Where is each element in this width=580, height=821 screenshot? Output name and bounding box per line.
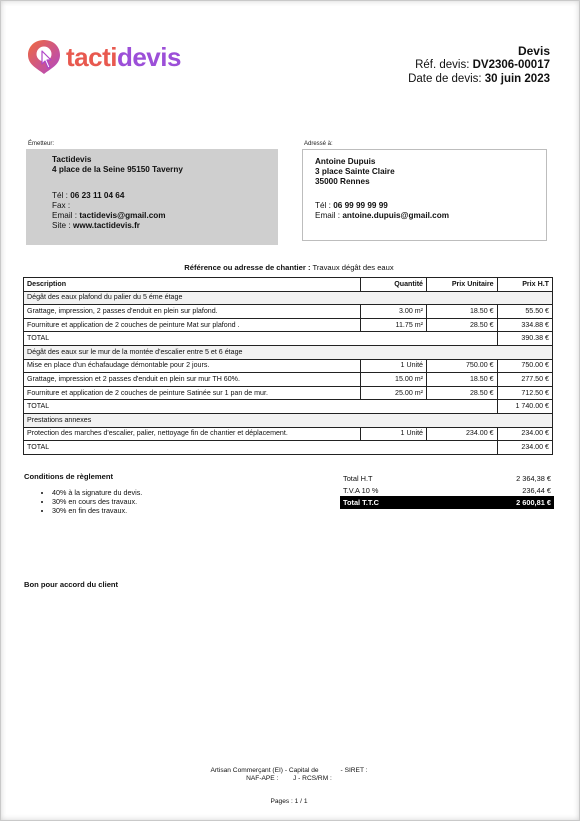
issuer-fax: Fax :: [52, 201, 71, 210]
quote-page: [6, 6, 572, 814]
section-title: Dégât des eaux plafond du palier du 5 éme étage: [24, 291, 553, 305]
section-total-row: [24, 441, 553, 455]
site-reference-label: Référence ou adresse de chantier :: [184, 263, 311, 272]
issuer-address: 4 place de la Seine 95150 Taverny: [52, 165, 183, 174]
col-header-price-ht: Prix H.T: [497, 278, 552, 292]
issuer-site-value[interactable]: www.tactidevis.fr: [72, 221, 140, 230]
logo-text-part1: tacti: [66, 42, 117, 72]
table-row: [24, 373, 553, 387]
section-total-value: 390.38 €: [497, 332, 552, 346]
recipient-address-line2: 35000 Rennes: [315, 177, 370, 186]
recipient-email-value[interactable]: antoine.dupuis@gmail.com: [342, 211, 450, 220]
section-total-row: [24, 400, 553, 414]
line-description: Protection des marches d'escalier, palier, nettoyage fin de chantier et déplacement.: [24, 427, 361, 441]
section-row: [24, 413, 553, 427]
table-header-row: [24, 278, 553, 292]
line-quantity: 25.00 m²: [361, 386, 427, 400]
tva-row: [340, 484, 554, 496]
line-unit-price: 18.50 €: [427, 305, 498, 319]
line-price-ht: 712.50 €: [497, 386, 552, 400]
total-ttc-label: Total T.T.C: [340, 496, 448, 508]
section-row: [24, 291, 553, 305]
recipient-name: Antoine Dupuis: [315, 157, 376, 166]
section-title: Dégât des eaux sur le mur de la montée d'escalier entre 5 et 6 étage: [24, 345, 553, 359]
recipient-email: [315, 211, 534, 221]
section-total-row: [24, 332, 553, 346]
line-quantity: 3.00 m²: [361, 305, 427, 319]
line-description: Grattage, impression, 2 passes d'enduit en plein sur plafond.: [24, 305, 361, 319]
tva-value: 236,44 €: [522, 485, 551, 495]
col-header-quantity: Quantité: [361, 278, 427, 292]
section-total-label: TOTAL: [24, 332, 498, 346]
line-price-ht: 234.00 €: [497, 427, 552, 441]
line-description: Grattage, impression et 2 passes d'enduit en plein sur mur TH 60%.: [24, 373, 361, 387]
line-unit-price: 750.00 €: [427, 359, 498, 373]
line-price-ht: 55.50 €: [497, 305, 552, 319]
client-approval-label: Bon pour accord du client: [24, 580, 119, 589]
table-row: [24, 359, 553, 373]
recipient-email-label: Email :: [315, 211, 341, 220]
total-ttc-value: 2 600,81 €: [448, 496, 554, 508]
logo-text-part2: devis: [116, 42, 181, 72]
footer-line2: NAF-APE : J - RCS/RM :: [246, 775, 332, 782]
issuer-email: [52, 211, 268, 221]
total-ttc-row: [340, 496, 554, 508]
table-row: [24, 427, 553, 441]
table-row: [24, 318, 553, 332]
total-ht-row: [340, 472, 554, 484]
line-price-ht: 750.00 €: [497, 359, 552, 373]
col-header-description: Description: [24, 278, 361, 292]
recipient-box: [302, 149, 547, 241]
document-title: Devis: [517, 44, 550, 58]
quote-date-label: Date de devis:: [408, 73, 482, 85]
items-table: [23, 277, 553, 455]
logo-wordmark: [66, 44, 181, 70]
line-description: Fourniture et application de 2 couches de peinture Satinée sur 1 pan de mur.: [24, 386, 361, 400]
list-item: • 30% en cours des travaux.: [52, 498, 142, 507]
recipient-address-line1: 3 place Sainte Claire: [315, 167, 395, 176]
issuer-label: Émetteur:: [28, 141, 55, 147]
total-ht-label: Total H.T: [343, 473, 373, 483]
quote-date: [408, 72, 550, 86]
section-row: [24, 345, 553, 359]
line-description: Fourniture et application de 2 couches de peinture Mat sur plafond .: [24, 318, 361, 332]
issuer-site: [52, 221, 268, 231]
table-row: [24, 305, 553, 319]
brand-logo: [26, 36, 181, 78]
line-unit-price: 28.50 €: [427, 386, 498, 400]
footer-line1: Artisan Commerçant (EI) - Capital de - SIRET :: [210, 767, 368, 774]
table-row: [24, 386, 553, 400]
issuer-name: Tactidevis: [52, 155, 92, 164]
section-total-value: 1 740.00 €: [497, 400, 552, 414]
site-reference: [6, 263, 572, 272]
list-item: • 30% en fin des travaux.: [52, 507, 142, 516]
issuer-email-value[interactable]: tactidevis@gmail.com: [79, 211, 166, 220]
payment-conditions-list: [40, 489, 142, 515]
issuer-site-label: Site :: [52, 221, 71, 230]
line-description: Mise en place d'un échafaudage démontable pour 2 jours.: [24, 359, 361, 373]
issuer-phone-label: Tél :: [52, 191, 68, 200]
quote-ref-label: Réf. devis:: [415, 59, 470, 71]
site-reference-value: Travaux dégât des eaux: [312, 263, 394, 272]
recipient-label: Adressé à:: [304, 141, 333, 147]
line-quantity: 11.75 m²: [361, 318, 427, 332]
col-header-unit-price: Prix Unitaire: [427, 278, 498, 292]
line-unit-price: 234.00 €: [427, 427, 498, 441]
recipient-phone-value: 06 99 99 99 99: [333, 201, 388, 210]
tva-label: T.V.A 10 %: [343, 485, 379, 495]
line-quantity: 1 Unité: [361, 427, 427, 441]
payment-conditions-title: Conditions de règlement: [24, 472, 114, 481]
recipient-phone-label: Tél :: [315, 201, 331, 210]
issuer-box: [26, 149, 278, 245]
issuer-phone-value: 06 23 11 04 64: [70, 191, 125, 200]
totals-table: [340, 472, 554, 509]
line-unit-price: 28.50 €: [427, 318, 498, 332]
line-unit-price: 18.50 €: [427, 373, 498, 387]
section-total-label: TOTAL: [24, 400, 498, 414]
line-quantity: 1 Unité: [361, 359, 427, 373]
line-quantity: 15.00 m²: [361, 373, 427, 387]
list-item: • 40% à la signature du devis.: [52, 489, 142, 498]
total-ht-value: 2 364,38 €: [516, 473, 551, 483]
line-price-ht: 277.50 €: [497, 373, 552, 387]
legal-footer: [6, 767, 572, 783]
section-total-label: TOTAL: [24, 441, 498, 455]
section-title: Prestations annexes: [24, 413, 553, 427]
quote-date-value: 30 juin 2023: [484, 73, 550, 85]
quote-reference: [408, 58, 550, 72]
quote-ref-value: DV2306-00017: [472, 59, 550, 71]
page-number: Pages : 1 / 1: [270, 798, 308, 805]
items-table-body: [24, 291, 553, 454]
logo-pin-icon: [26, 38, 64, 76]
section-total-value: 234.00 €: [497, 441, 552, 455]
recipient-phone: [315, 201, 534, 211]
line-price-ht: 334.88 €: [497, 318, 552, 332]
issuer-email-label: Email :: [52, 211, 78, 220]
issuer-phone: [52, 191, 268, 201]
document-header: [408, 44, 550, 86]
